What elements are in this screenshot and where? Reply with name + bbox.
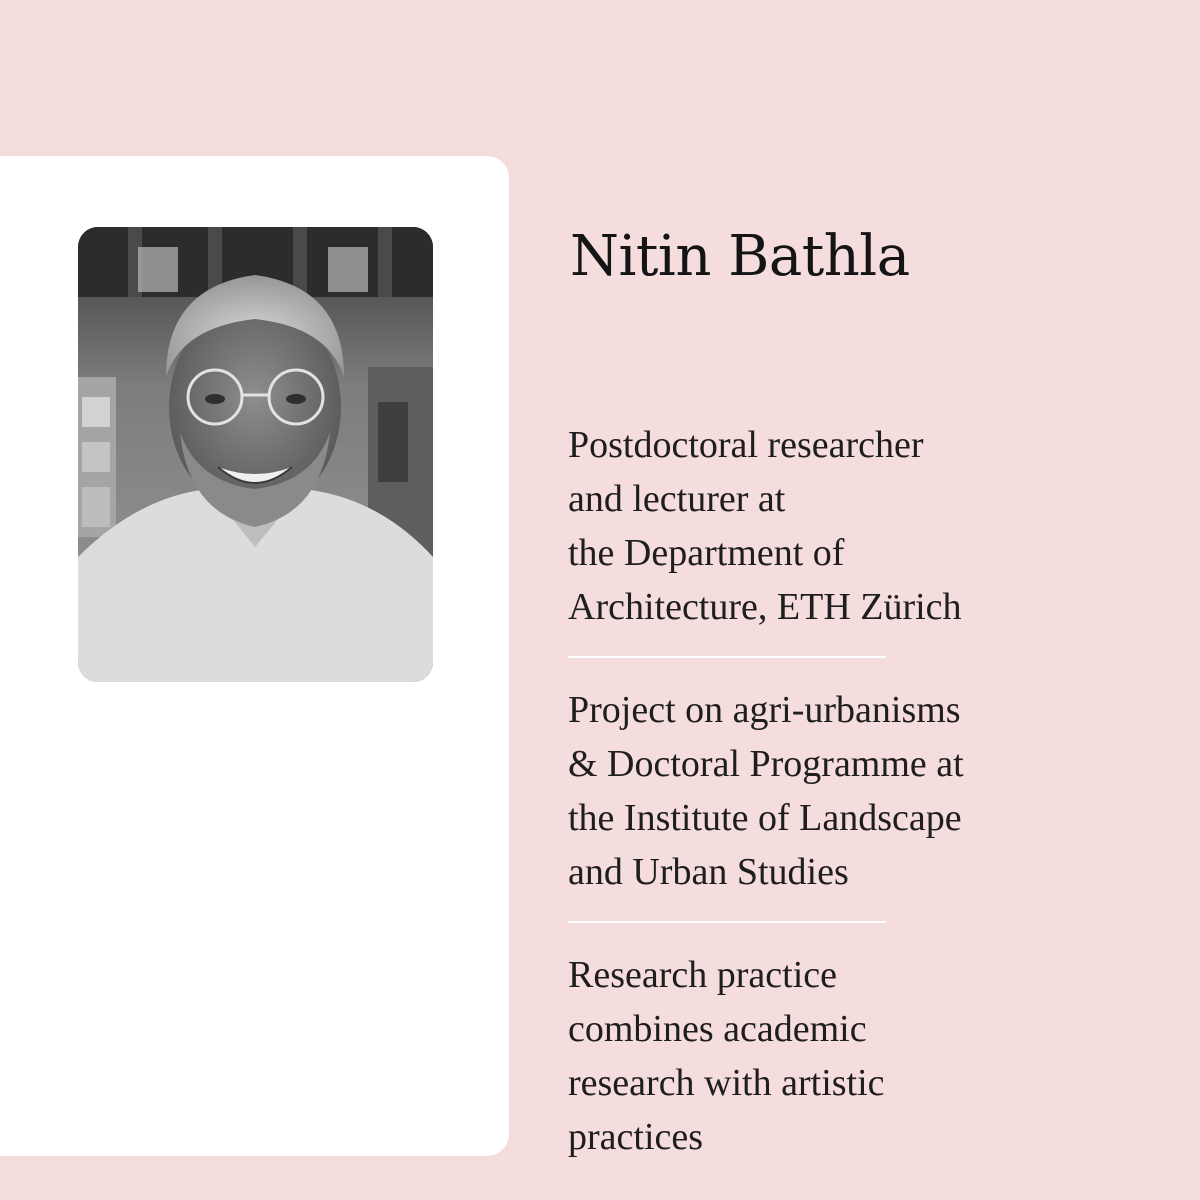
section-divider — [568, 656, 886, 658]
section-divider — [568, 921, 886, 923]
bio-line: practices — [568, 1116, 704, 1158]
bio-block-project — [568, 683, 1128, 899]
bio-line: and Urban Studies — [568, 851, 849, 893]
person-name: Nitin Bathla — [570, 224, 910, 289]
bio-block-position — [568, 418, 1128, 634]
bio-line: Postdoctoral researcher — [568, 424, 924, 466]
bio-line: & Doctoral Programme at — [568, 743, 964, 785]
bio-line: the Institute of Landscape — [568, 797, 962, 839]
bio-block-research — [568, 948, 1128, 1164]
bio-line: and lecturer at — [568, 478, 786, 520]
portrait-photo — [78, 227, 433, 682]
bio-line: Project on agri-urbanisms — [568, 689, 961, 731]
bio-line: Research practice — [568, 954, 837, 996]
bio-line: combines academic — [568, 1008, 867, 1050]
portrait-image — [78, 227, 433, 682]
bio-line: the Department of — [568, 532, 845, 574]
bio-line: research with artistic — [568, 1062, 885, 1104]
bio-line: Architecture, ETH Zürich — [568, 586, 962, 628]
